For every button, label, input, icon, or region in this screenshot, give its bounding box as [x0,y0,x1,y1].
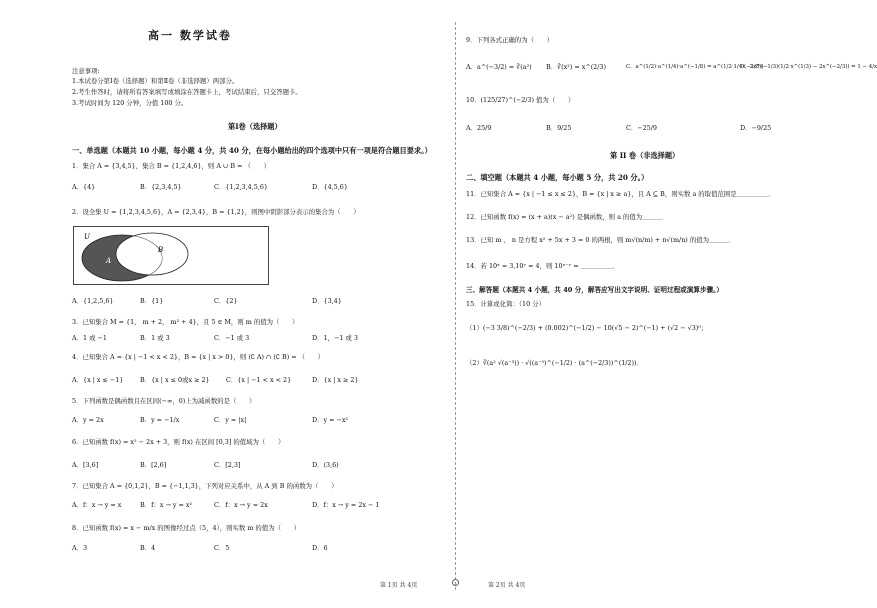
q14-stem: 14．若 10ˣ = 3,10ʸ = 4，则 10ˣ⁻ʸ = ＿＿＿＿＿． [466,262,620,270]
q4-option-d: D．{x | x ≥ 2} [312,376,359,384]
q7-option-d: D．f：x → y = 2x − 1 [312,501,380,509]
q7-option-b: B．f：x → y = x² [140,501,193,509]
q5-stem: 5．下列函数是偶函数且在区间(−∞，0)上为减函数的是（ ） [72,397,256,405]
q15-part1: （1）(−3 3/8)^(−2/3) + (0.002)^(−1/2) − 10(√5 − 2)^(−1) + (√2 − √3)⁰； [466,324,708,332]
q8-stem: 8．已知函数 f(x) = x − m/x 的图像经过点（5，4），则实数 m 的值为（ ） [72,524,301,532]
footer-page-left: 第 1页 共 4页 [380,582,418,589]
page-title: 高一 数学试卷 [148,29,232,42]
q9-option-d: D．2x^(−1/3)(1/2 x^(1/3) − 2x^(−2/3)) = 1 − 4/x [740,64,877,70]
q15-stem: 15．计算或化简：（10 分） [466,300,546,308]
venn-svg [74,227,268,284]
q7-option-a: A．f：x → y = x [72,501,122,509]
q6-stem: 6．已知函数 f(x) = x² − 2x + 3，则 f(x) 在区间 [0,3] 的值域为（ ） [72,438,285,446]
q2-option-d: D．{3,4} [312,297,342,305]
footer-page-right: 第 2页 共 4页 [488,582,526,589]
q10-option-a: A．25/9 [466,124,492,132]
venn-label-a: A [106,257,112,265]
q9-option-a: A．a^(−3/2) = ∛(a²) [466,63,532,71]
q3-option-c: C．−1 或 3 [214,334,250,342]
q9-option-c: C．a^(1/2)·a^(1/4)·a^(−1/8) = a^(1/2·1/4·(−1/8)) [626,64,764,70]
q2-option-b: B．{1} [140,297,164,305]
q10-stem: 10．(125/27)^(−2/3) 值为（ ） [466,96,575,104]
q6-option-a: A．[3,6] [72,461,99,469]
q4-option-b: B．{x | x ≤ 0或x ≥ 2} [140,376,210,384]
note-3: 3.考试时间为 120 分钟，分值 100 分。 [72,99,188,107]
venn-diagram [73,226,269,285]
q2-option-a: A．{1,2,5,6} [72,297,114,305]
q7-option-c: C．f：x → y = 2x [214,501,268,509]
notes-heading: 注意事项: [72,67,100,75]
q6-option-c: C．[2,3] [214,461,241,469]
page-divider [455,22,456,590]
q3-option-a: A．1 或 −1 [72,334,107,342]
q13-stem: 13．已知 m 、 n 是方程 x² + 5x + 3 = 0 的两根，则 m√(n/m) + n√(m/n) 的值为＿＿＿． [466,236,735,244]
q3-option-d: D．1，−1 或 3 [312,334,358,342]
right-page [458,0,877,608]
q2-option-c: C．{2} [214,297,238,305]
q6-option-d: D．(3,6) [312,461,339,469]
mc-section-heading: 一、单选题（本题共 10 小题，每小题 4 分，共 40 分，在每小题给出的四个选项中只有一项是符合题目要求。） [72,146,432,155]
q12-stem: 12．已知函数 f(x) = (x + a)(x − a²) 是偶函数，则 a 的值为＿＿＿． [466,213,668,221]
q3-option-b: B．1 或 3 [140,334,170,342]
q9-option-b: B．∛(x²) = x^(2/3) [546,63,606,71]
q10-option-c: C．−25/9 [626,124,657,132]
q5-option-c: C．y = |x| [214,416,247,424]
part2-title: 第 II 卷（非选择题） [610,151,680,160]
q8-option-a: A．3 [72,544,88,552]
q7-stem: 7．已知集合 A = {0,1,2}，B = {−1,1,3}，下列对应关系中，从 A 到 B 的函数为（ ） [72,482,338,490]
fill-section-heading: 二、填空题（本题共 4 小题，每小题 5 分，共 20 分。） [466,173,649,182]
q4-option-a: A．{x | x ≤ −1} [72,376,124,384]
q10-option-b: B．9/25 [546,124,572,132]
q1-option-a: A．{4} [72,183,96,191]
q15-part2: （2）∛(a² √(a⁻³)) · √((a⁻⁵)^(−1/2) · (a^(−2/3))^(1/2))． [466,359,643,367]
q5-option-b: B．y = −1/x [140,416,180,424]
note-1: 1.本试卷分第Ⅰ卷（选择题）和第Ⅱ卷（非选择题）两部分。 [72,77,239,85]
q10-option-d: D．−9/25 [740,124,772,132]
q5-option-a: A．y = 2x [72,416,104,424]
q4-option-c: C．{x | −1 < x < 2} [226,376,292,384]
q1-option-d: D．{4,5,6} [312,183,348,191]
note-2: 2.考生作答时，请将所有答案填写或填涂在答题卡上，考试结束后，只交答题卡。 [72,88,302,96]
q1-option-c: C．{1,2,3,4,5,6} [214,183,268,191]
q1-stem: 1．集合 A = {3,4,5}，集合 B = {1,2,4,6}，则 A ∪ B = （ ） [72,162,271,170]
q2-stem: 2．设全集 U = {1,2,3,4,5,6}，A = {2,3,4}，B = {1,2}，则图中阴影部分表示的集合为（ ） [72,208,360,216]
q4-stem: 4．已知集合 A = {x | −1 < x < 2}，B = {x | x > 0}，则 (∁ A) ∩ (∁ B) = （ ） [72,353,325,361]
q5-option-d: D．y = −x² [312,416,349,424]
q9-stem: 9．下列各式正确的为（ ） [466,36,554,44]
q8-option-d: D．6 [312,544,328,552]
venn-label-b: B [158,246,164,254]
answer-section-heading: 三、解答题（本题共 4 小题，共 40 分，解答应写出文字说明、证明过程或演算步骤。） [466,286,724,294]
q8-option-b: B．4 [140,544,156,552]
q3-stem: 3．已知集合 M = {1， m + 2， m² + 4}，且 5 ∈ M，则 m 的值为（ ） [72,318,299,326]
q6-option-b: B．[2,6] [140,461,167,469]
venn-label-u: U [84,233,90,241]
part1-title: 第Ⅰ卷（选择题） [228,122,282,131]
q8-option-c: C．5 [214,544,230,552]
q11-stem: 11．已知集合 A = {x | −1 ≤ x ≤ 2}，B = {x | x ≥ a}，且 A ⊆ B，则实数 a 的取值范围是＿＿＿＿＿． [466,190,775,198]
q1-option-b: B．{2,3,4,5} [140,183,182,191]
